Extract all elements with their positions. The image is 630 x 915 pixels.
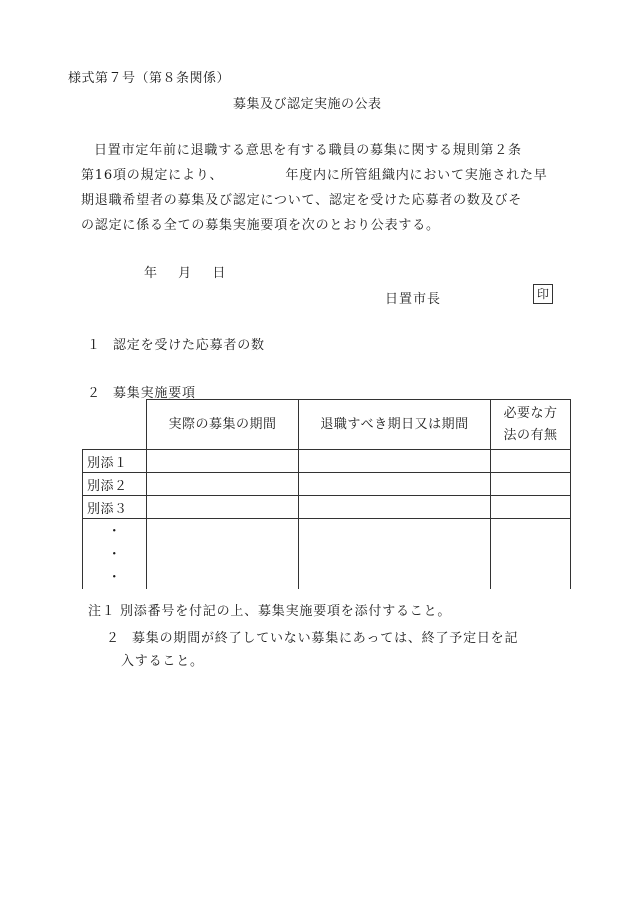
table-row <box>83 450 571 473</box>
document-title: 募集及び認定実施の公表 <box>233 97 382 112</box>
date-day: 日 <box>212 266 226 281</box>
date-year: 年 <box>144 266 158 281</box>
body-line-3: 期退職希望者の募集及び認定について、認定を受けた応募者の数及びそ <box>81 193 523 208</box>
table-cell <box>299 519 491 590</box>
note-2-text: 募集の期間が終了していない募集にあっては、終了予定日を記 <box>132 631 519 646</box>
table-cell <box>299 496 491 519</box>
dot: ・ <box>107 569 122 585</box>
body-line-4: の認定に係る全ての募集実施要項を次のとおり公表する。 <box>81 218 440 233</box>
table-cell <box>299 473 491 496</box>
table-header-method-line2: 法の有無 <box>503 427 558 443</box>
body-line-2b: 年度内に所管組織内において実施された早 <box>285 168 548 183</box>
body-paragraph <box>68 138 578 238</box>
table-cell <box>147 519 299 590</box>
note-2-number: ２ <box>106 631 120 646</box>
date-month: 月 <box>178 266 192 281</box>
table-header-method-line1: 必要な方 <box>503 405 558 421</box>
item-1 <box>87 334 265 353</box>
table-header-method <box>491 400 571 450</box>
item-2-label: 募集実施要項 <box>113 386 196 401</box>
table-header-corner <box>83 400 147 450</box>
table-header-row <box>83 400 571 450</box>
table-continuation-row <box>83 519 571 590</box>
note-1 <box>88 600 451 619</box>
body-line-1: 日置市定年前に退職する意思を有する職員の募集に関する規則第２条 <box>94 143 522 158</box>
table-header-period: 実際の募集の期間 <box>147 400 299 450</box>
table-header-retirement-date: 退職すべき期日又は期間 <box>299 400 491 450</box>
item-1-label: 認定を受けた応募者の数 <box>113 338 265 353</box>
body-line-2a: 第16項の規定により、 <box>81 168 224 183</box>
note-2-continuation: 入すること。 <box>121 654 204 669</box>
row-label: 別添２ <box>83 473 147 496</box>
dot: ・ <box>107 546 122 562</box>
form-number: 様式第７号（第８条関係） <box>68 71 231 86</box>
seal-stamp-box: 印 <box>533 284 553 304</box>
date-line <box>144 262 242 281</box>
item-1-number: １ <box>87 338 101 353</box>
table-cell <box>491 450 571 473</box>
item-2-number: ２ <box>87 386 101 401</box>
dot: ・ <box>107 523 122 539</box>
continuation-dots <box>83 519 147 590</box>
row-label: 別添１ <box>83 450 147 473</box>
table-row <box>83 496 571 519</box>
table-cell <box>147 450 299 473</box>
table-cell <box>147 473 299 496</box>
note-prefix: 注１ <box>88 604 116 619</box>
table-cell <box>491 519 571 590</box>
table-cell <box>491 496 571 519</box>
table-row <box>83 473 571 496</box>
table-cell <box>147 496 299 519</box>
recruitment-table <box>82 399 571 589</box>
table-cell <box>491 473 571 496</box>
note-1-text: 別添番号を付記の上、募集実施要項を添付すること。 <box>120 604 452 619</box>
body-line-2 <box>68 163 578 188</box>
mayor-name: 日置市長 <box>385 292 442 307</box>
note-2 <box>106 627 518 646</box>
table-cell <box>299 450 491 473</box>
row-label: 別添３ <box>83 496 147 519</box>
